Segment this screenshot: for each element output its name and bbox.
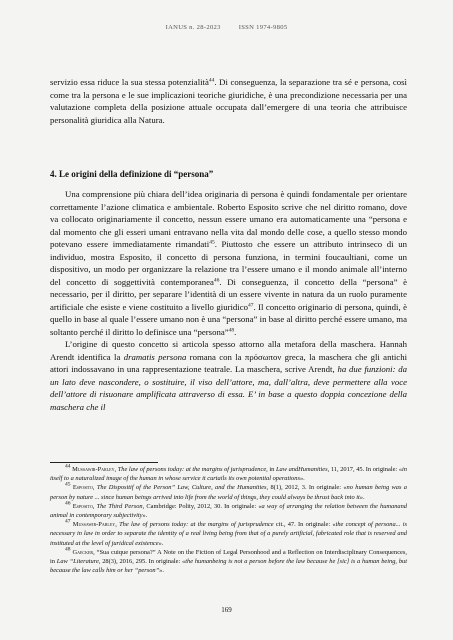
- section-heading: 4. Le origini della definizione di “persona”: [50, 169, 214, 179]
- journal-issue: IANUS n. 28-2023: [165, 24, 221, 31]
- footnote-venue: Law “Literature: [56, 558, 99, 566]
- footnote-quote: in itself to a naturalized image of the human in whose service it curtails its own potential operations: [50, 466, 408, 483]
- footnote-48: $^{48}$ Gaecker, “Sua cuique persona?” A Note on the Fiction of Legal Personhood and a Reflection on Interdisciplinary Consequences, in Law “Literature, 28(3), 2016, 295. In originale: «the humanbeing is not a person before the law because he [sic] is a human being, but because the law calls him or her “person”».: [50, 546, 407, 575]
- running-header: [0, 24, 453, 31]
- issn: ISSN 1974-9805: [238, 24, 288, 31]
- text-run: ».: [142, 512, 148, 520]
- text-run: . Il concetto originario di persona, quindi, è quello in base al quale l’essere umano non è una “persona” in base al diritto perché essere umano, ma soltanto perché il diritto lo definisce una “persona”: [50, 301, 407, 337]
- text-run: . Di conseguenza, la separazione tra sé e persona, così come tra la persona e le sue implicazioni teoriche giuridiche, è una precondizione necessaria per una valutazione completa della posizione attuale occupata dall’emergere di una teoria che attribuisce personalità giuridica alla Natura.: [50, 77, 407, 125]
- text-run: ».: [159, 567, 164, 575]
- footnote-title: “Sua cuique persona?” A Note on the Fiction of Legal Personhood and a Reflection on Interdisciplinary Consequences: [96, 548, 406, 556]
- text-run: . Di conseguenza, il concetto della “persona” è necessario, per il diritto, per separare l’identità di un essere vivente in natura da un ruolo puramente artificiale che esiste e viene costituito a livello giuridico: [50, 276, 407, 312]
- footnote-44: $^{44}$ Mussawir-Parley, The law of persons today: at the margins of jurisprudence, in Law andHumanities, 11, 2017, 45. In originale: «in itself to a naturalized image of the human in whose service it curtails its own potential operations».: [50, 463, 408, 483]
- italic-quote: ha due funzioni: da un lato deve nascondere, o sostituire, il viso dell’attore, ma, dall’altra, deve permettere alla voce dell’attore di risuonare amplificata attraverso di essa. E’ in base a questo doppia concezione della maschera che il: [50, 364, 407, 412]
- footnote-ref-46[interactable]: 46: [213, 277, 220, 283]
- text-run: servizio essa riduce la sua stessa potenzialità: [50, 77, 209, 87]
- paragraph: [50, 188, 407, 338]
- text-run: cit., 47. In originale: «: [273, 521, 336, 529]
- text-run: , in: [50, 548, 407, 566]
- text-run: L’origine di questo concetto si articola spesso attorno alla metafora della maschera. Hannah Arendt identifica la: [50, 339, 407, 362]
- text-run: ».: [359, 493, 365, 501]
- footnote-45: $^{45}$ Esposito, The Dispositif of the Person” Law, Culture, and the Humanities, 8(1), 2012, 3. In originale: «no human being was a person by nature ... since human beings arrived into life from the world of things, they could always be thrust back into it».: [50, 481, 407, 501]
- footnote-ref-45[interactable]: 45: [209, 239, 215, 246]
- footnote-venue: ” Law, Culture, and the Humanities: [171, 484, 267, 492]
- footnote-author: Mussawir-Parley: [72, 466, 115, 473]
- footnote-title: The law of persons today: at the margins of jurisprudence: [119, 521, 274, 529]
- text-run: , Cambridge: Polity, 2012, 30. In originale: «: [142, 502, 262, 510]
- section-body: [50, 188, 407, 413]
- text-run: , in: [266, 466, 276, 473]
- footnote-47: $^{47}$ Mussawir-Parley, The law of persons today: at the margins of jurisprudence cit., 47. In originale: «the concept of persona... is necessary in law in order to separate the identity of a real living being from that of a purely artificial, fabricated role that is reserved and instituted at the level of juridical existence».: [50, 518, 408, 547]
- text-run: , 28(3), 2016, 295. In originale: «: [98, 558, 186, 566]
- footnote-title: The law of persons today: at the margins of jurisprudence: [117, 466, 267, 473]
- text-run: .: [234, 326, 237, 337]
- footnote-author: Esposito: [72, 484, 93, 492]
- footnote-author: Mussawir-Parley: [72, 521, 116, 529]
- text-run: romana con la πρόσωπον greca, la maschera che gli antichi attori indossavano in una rappresentazione teatrale. La maschera, scrive Arendt,: [50, 351, 407, 374]
- text-run: Una comprensione più chiara dell’idea originaria di persona è quindi fondamentale per orientare correttamente l’azione climatica e ambientale. Roberto Esposito scrive che nel diritto romano, dove va collocato originariamente il concetto, nessun essere umano era automaticamente una “persona e dal momento che gli esseri umani entravano nella vita dal mondo delle cose, a quello stesso mondo potevano essere immediatamente rimandati: [50, 189, 407, 249]
- footnote-author: Gaecker: [72, 548, 94, 556]
- text-run: ».: [158, 539, 164, 547]
- footnote-author: Esposito: [72, 502, 93, 510]
- footnote-number: 47: [65, 518, 71, 525]
- footnote-quote: no human being was a person by nature ... since human beings arrived into life from the world of things, they could always be thrust back into it: [50, 484, 407, 501]
- footnote-quote: a way of arranging the relation between the humanand animal in contemporary subjectivity: [50, 502, 407, 520]
- footnote-ref-48[interactable]: 48: [228, 327, 235, 333]
- paragraph-continuation: [50, 76, 407, 126]
- footnote-number: 46: [65, 500, 71, 507]
- footnote-46: $^{46}$ Esposito, The Third Person, Cambridge: Polity, 2012, 30. In originale: «a way of arranging the relation between the humanand animal in contemporary subjectivity».: [50, 500, 407, 520]
- paragraph: [50, 338, 407, 413]
- text-run: , 8(1), 2012, 3. In originale: «: [266, 484, 347, 492]
- footnote-number: 45: [65, 481, 71, 488]
- italic-term: dramatis persona: [123, 351, 187, 362]
- footnote-ref-44[interactable]: 44: [208, 77, 215, 84]
- footnote-title: The Third Person: [96, 502, 143, 510]
- footnote-ref-47[interactable]: 47: [247, 302, 254, 308]
- footnote-number: 44: [65, 463, 71, 470]
- footnotes: [50, 465, 407, 575]
- text-run: ».: [299, 475, 305, 483]
- footnote-quote: the concept of persona... is necessary in law in order to separate the identity of a real living being from that of a purely artificial, fabricated role that is reserved and instituted at the level of juridical existence: [50, 521, 408, 547]
- footnote-title: The Dispositif of the Person: [96, 484, 172, 492]
- footnote-quote: the humanbeing is not a person before the law because he [sic] is a human being, but because the law calls him or her “person”: [50, 558, 407, 575]
- page-number: 169: [221, 606, 232, 614]
- text-run: . Piuttosto che essere un attributo intrinseco di un individuo, mostra Esposito, il concetto di persona funziona, in termini foucaultiani, come un dispositivo, un modo per organizzare la relazione tra l’essere umano e il mondo animale all’interno del concetto di soggettività contemporanea: [50, 239, 407, 287]
- footnote-number: 48: [65, 546, 71, 553]
- text-run: , 11, 2017, 45. In originale: «: [327, 466, 403, 473]
- footnote-venue: Law andHumanities: [275, 466, 328, 473]
